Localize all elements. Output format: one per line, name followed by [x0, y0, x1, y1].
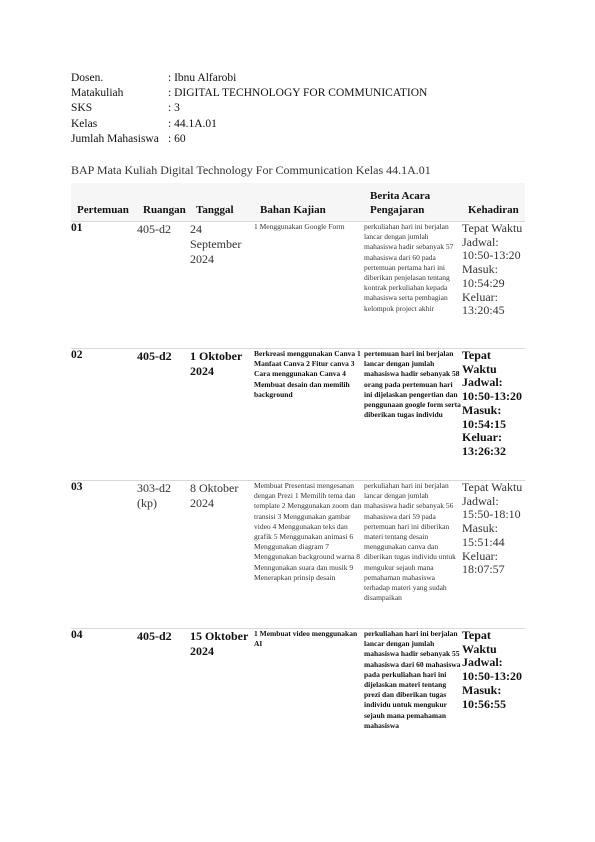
cell-pertemuan: 04: [71, 629, 83, 641]
cell-ruangan: 405-d2: [137, 349, 190, 481]
cell-kehadiran: Tepat Waktu Jadwal: 10:50-13:20 Masuk: 10:54:29 Keluar: 13:20:45: [462, 222, 525, 349]
info-row-jumlah-mahasiswa: [71, 132, 427, 147]
table-row: [71, 481, 525, 629]
cell-kehadiran: Tepat Waktu Jadwal: 10:50-13:20 Masuk: 10:56:55: [462, 628, 522, 711]
cell-tanggal: 24 September 2024: [190, 222, 254, 349]
info-row-matakuliah: [71, 86, 427, 101]
info-value: : 44.1A.01: [168, 117, 217, 130]
info-label: SKS: [71, 102, 93, 115]
info-label: Kelas: [71, 117, 98, 130]
info-value: : 3: [168, 102, 180, 115]
cell-tanggal: 1 Oktober 2024: [190, 349, 254, 481]
cell-bahan-kajian: 1 Membuat video menggunakan AI: [254, 629, 358, 649]
table-header-row: [71, 183, 525, 222]
cell-pertemuan: 02: [71, 349, 137, 481]
cell-berita-acara: perkuliahan hari ini berjalan lancar dengan jumlah mahasiswa hadir sebanyak 57 mahasiswa dari 60 pada pertemuan pertama hari ini diberikan penjelasan tentang kontrak perkuliahan kepada mahasiswa serta pembagian kelompok project akhir: [364, 222, 462, 349]
header-berita-acara: Berita Acara Pengajaran: [364, 183, 462, 222]
cell-kehadiran: Tepat Waktu Jadwal: 15:50-18:10 Masuk: 15:51:44 Keluar: 18:07:57: [462, 481, 525, 629]
header-kehadiran: Kehadiran: [462, 183, 525, 222]
cell-bahan-kajian: Berkreasi menggunakan Canva 1 Manfaat Canva 2 Fitur canva 3 Cara menggunakan Canva 4 Membuat desain dan memilih background: [254, 349, 364, 481]
info-label: Jumlah Mahasiswa: [71, 132, 159, 145]
cell-kehadiran: Tepat Waktu Jadwal: 10:50-13:20 Masuk: 10:54:15 Keluar: 13:26:32: [462, 349, 525, 481]
info-value: : Ibnu Alfarobi: [168, 72, 237, 84]
info-label: Dosen.: [71, 72, 104, 84]
course-info: [71, 71, 427, 147]
info-row-dosen: [71, 71, 427, 86]
info-row-sks: [71, 101, 427, 116]
info-value: : 60: [168, 132, 186, 145]
table-caption: BAP Mata Kuliah Digital Technology For Communication Kelas 44.1A.01: [71, 163, 431, 177]
header-bahan-kajian: Bahan Kajian: [254, 183, 364, 222]
cell-berita-acara: perkuliahan hari ini berjalan lancar dengan jumlah mahasiswa hadir sebanyak 55 mahasiswa dari 60 mahasiswa pada perkuliahan hari ini dijelaskan materi tentang prezi dan diberikan tugas individu untuk mengukur sejauh mana pemahaman mahasiswa: [364, 629, 461, 730]
cell-bahan-kajian: 1 Menggunakan Google Form: [254, 222, 364, 349]
header-pertemuan: Pertemuan: [71, 183, 137, 222]
cell-berita-acara: perkuliahan hari ini berjalan lancar dengan jumlah mahasiswa hadir sebanyak 56 mahasiswa dari 59 pada pertemuan hari ini diberikan materi tentang desain menggunakan canva dan diberikan tugas individu untuk mengukur sejauh mana pemahaman mahasiswa terhadap materi yang sudah disampaikan: [364, 481, 462, 629]
info-value: : DIGITAL TECHNOLOGY FOR COMMUNICATION: [168, 87, 428, 100]
header-tanggal: Tanggal: [190, 183, 254, 222]
info-label: Matakuliah: [71, 87, 124, 100]
cell-berita-acara: pertemuan hari ini berjalan lancar dengan jumlah mahasiswa hadir sebanyak 58 orang pada pertemuan hari ini dijelaskan pengertian dan penggunaan google form serta diberikan tugas individu: [364, 349, 462, 481]
table-row: [71, 629, 525, 780]
cell-ruangan: 303-d2 (kp): [137, 481, 190, 629]
cell-ruangan: 405-d2: [137, 222, 190, 349]
cell-tanggal: 15 Oktober 2024: [190, 629, 249, 658]
info-row-kelas: [71, 117, 427, 132]
table-row: [71, 222, 525, 349]
cell-tanggal: 8 Oktober 2024: [190, 481, 254, 629]
bap-table: [71, 183, 525, 779]
table-row: [71, 349, 525, 481]
header-ruangan: Ruangan: [137, 183, 190, 222]
cell-pertemuan: 03: [71, 481, 137, 629]
cell-pertemuan: 01: [71, 222, 137, 349]
cell-bahan-kajian: Membuat Presentasi mengesanan dengan Prezi 1 Memilih tema dan template 2 Menggunakan zoom dan transisi 3 Menggunakan gambar video 4 Menggunakan teks dan grafik 5 Menggunakan animasi 6 Menggunakan diagram 7 Menggunakan background warna 8 Menngunakan suara dan musik 9 Menerapkan prinsip desain: [254, 481, 364, 629]
cell-ruangan: 405-d2: [137, 629, 172, 643]
